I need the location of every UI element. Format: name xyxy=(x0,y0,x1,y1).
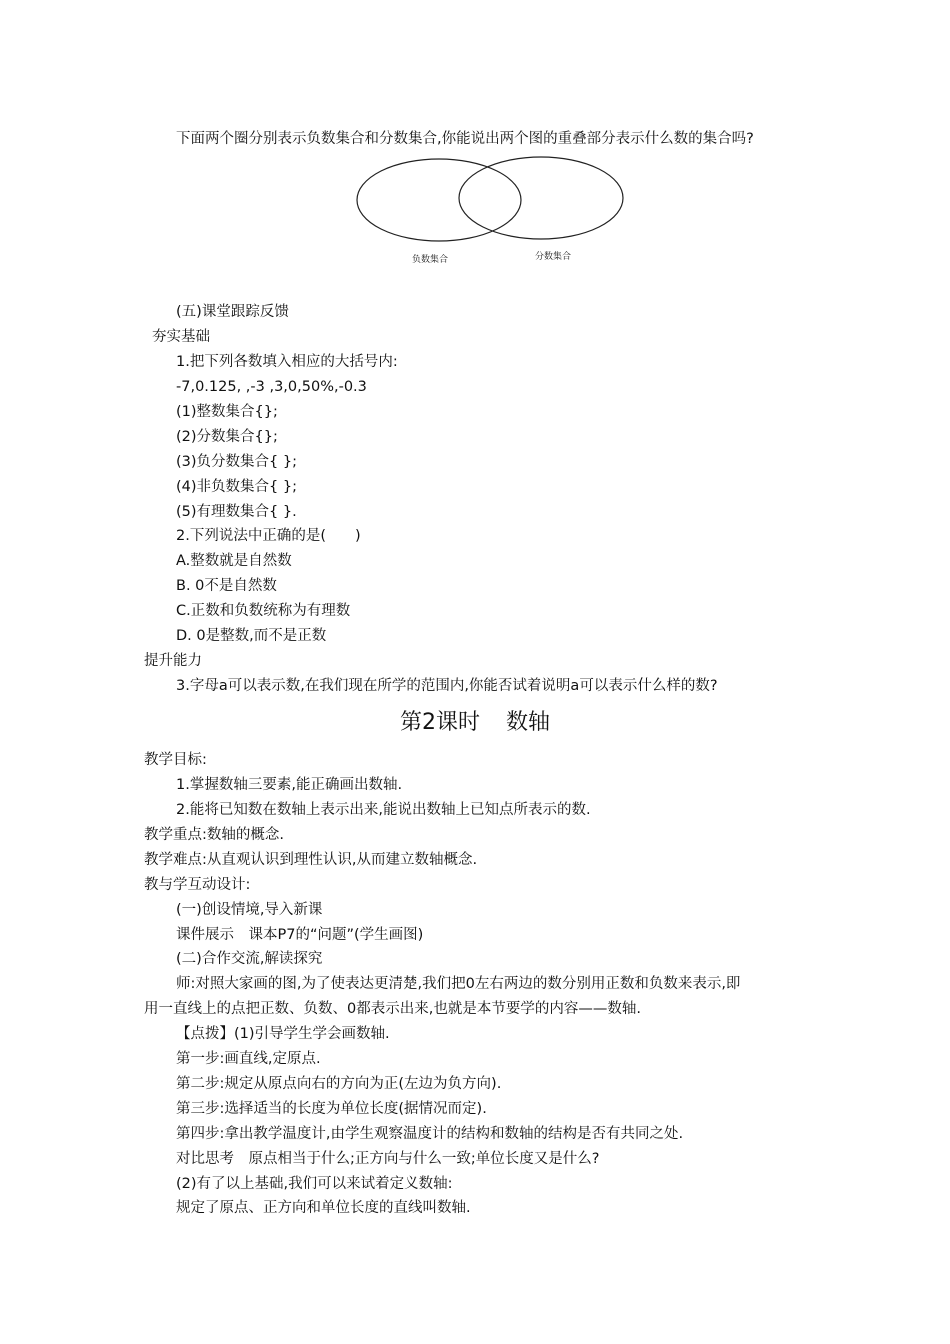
venn-diagram xyxy=(350,150,635,270)
intro-question: 下面两个圈分别表示负数集合和分数集合,你能说出两个图的重叠部分表示什么数的集合吗? xyxy=(176,131,754,147)
question-1-item: (5)有理数集合{ }. xyxy=(176,504,297,520)
fraction-set-label: 分数集合 xyxy=(535,252,572,262)
step-1: 第一步:画直线,定原点. xyxy=(176,1051,321,1067)
basic-heading: 夯实基础 xyxy=(152,329,210,345)
teacher-paragraph-line-1: 师:对照大家画的图,为了使表达更清楚,我们把0左右两边的数分别用正数和负数来表示,即 xyxy=(176,976,741,992)
teacher-paragraph-line-2: 用一直线上的点把正数、负数、0都表示出来,也就是本节要学的内容——数轴. xyxy=(144,1001,641,1017)
lesson-title-number: 第2课时 xyxy=(399,710,480,735)
section-five-heading: (五)课堂跟踪反馈 xyxy=(176,304,289,320)
question-1-item: (3)负分数集合{ }; xyxy=(176,454,297,470)
key-point: 教学重点:数轴的概念. xyxy=(144,827,284,843)
lesson-title xyxy=(0,708,950,738)
courseware-line: 课件展示 课本P7的“问题”(学生画图) xyxy=(176,927,424,943)
hint-line: 【点拨】(1)引导学生学会画数轴. xyxy=(176,1026,390,1042)
question-1-numbers: -7,0.125, ,-3 ,3,0,50%,-0.3 xyxy=(176,379,367,395)
fraction-set-circle xyxy=(459,157,623,239)
part-two-heading: (二)合作交流,解读探究 xyxy=(176,951,323,967)
question-1: 1.把下列各数填入相应的大括号内: xyxy=(176,354,398,370)
question-1-item: (2)分数集合{}; xyxy=(176,429,278,445)
question-2-option: C.正数和负数统称为有理数 xyxy=(176,603,351,619)
goal-item: 1.掌握数轴三要素,能正确画出数轴. xyxy=(176,777,403,793)
difficulty-point: 教学难点:从直观认识到理性认识,从而建立数轴概念. xyxy=(144,852,478,868)
negative-set-circle xyxy=(357,159,521,241)
question-2: 2.下列说法中正确的是( ) xyxy=(176,528,361,544)
question-1-item: (1)整数集合{}; xyxy=(176,404,278,420)
step-2: 第二步:规定从原点向右的方向为正(左边为负方向). xyxy=(176,1076,502,1092)
part-one-heading: (一)创设情境,导入新课 xyxy=(176,902,323,918)
compare-line: 对比思考 原点相当于什么;正方向与什么一致;单位长度又是什么? xyxy=(176,1151,600,1167)
negative-set-label: 负数集合 xyxy=(412,255,449,265)
question-2-option: B. 0不是自然数 xyxy=(176,578,277,594)
goal-item: 2.能将已知数在数轴上表示出来,能说出数轴上已知点所表示的数. xyxy=(176,802,591,818)
definition-line: 规定了原点、正方向和单位长度的直线叫数轴. xyxy=(176,1200,471,1216)
step-4: 第四步:拿出教学温度计,由学生观察温度计的结构和数轴的结构是否有共同之处. xyxy=(176,1126,684,1142)
design-heading: 教与学互动设计: xyxy=(144,877,251,893)
goals-heading: 教学目标: xyxy=(144,752,207,768)
definition-intro: (2)有了以上基础,我们可以来试着定义数轴: xyxy=(176,1176,453,1192)
question-1-item: (4)非负数集合{ }; xyxy=(176,479,297,495)
step-3: 第三步:选择适当的长度为单位长度(据情况而定). xyxy=(176,1101,487,1117)
question-3: 3.字母a可以表示数,在我们现在所学的范围内,你能否试着说明a可以表示什么样的数? xyxy=(176,678,718,694)
lesson-title-topic: 数轴 xyxy=(505,710,550,735)
question-2-option: D. 0是整数,而不是正数 xyxy=(176,628,327,644)
improve-heading: 提升能力 xyxy=(144,653,202,669)
question-2-option: A.整数就是自然数 xyxy=(176,553,292,569)
